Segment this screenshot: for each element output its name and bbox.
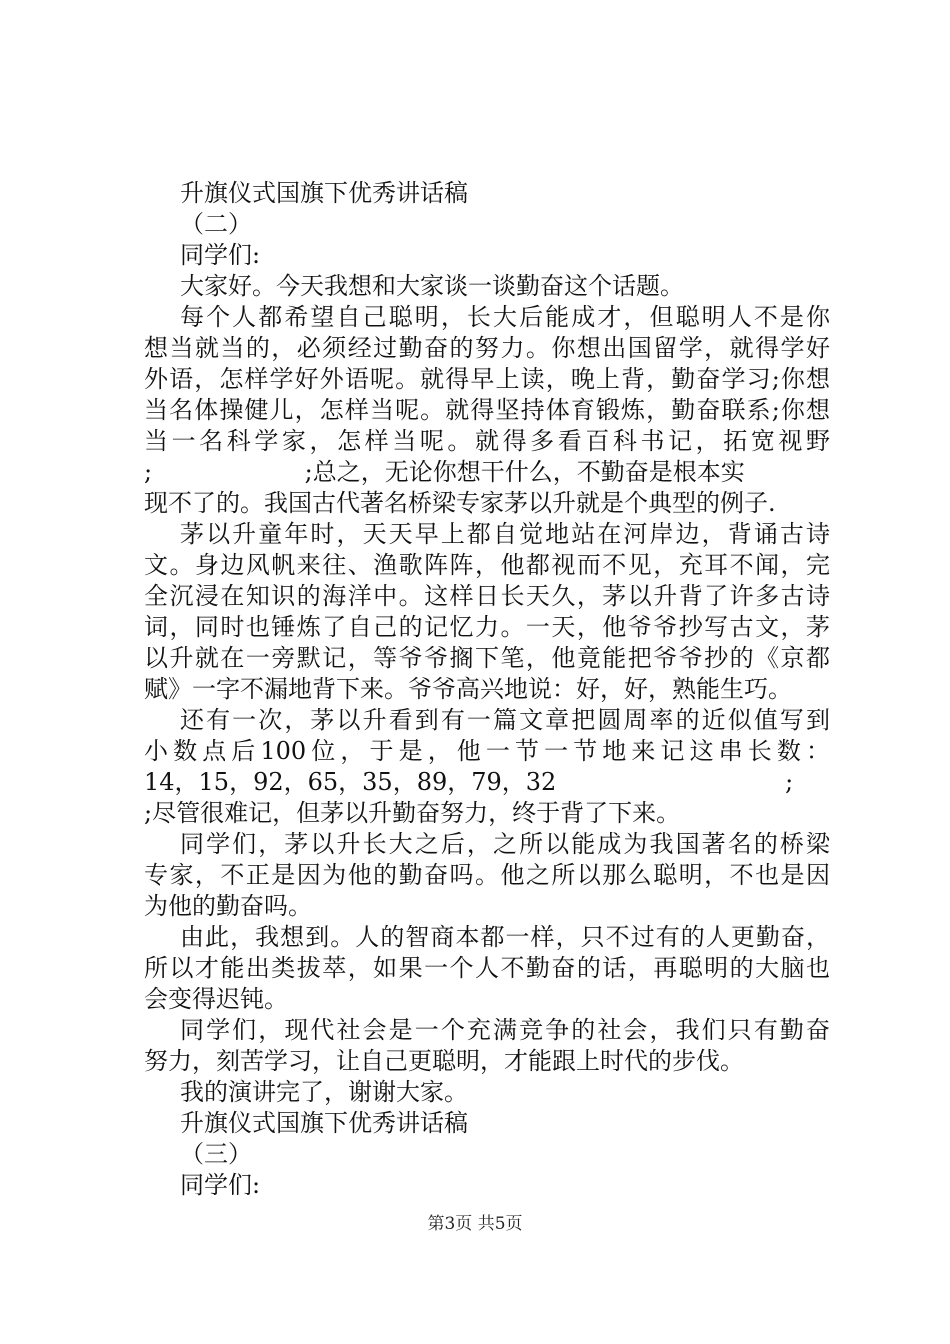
text-line: 14，15，92，65，35，89，79，32 ;	[144, 768, 794, 796]
text-line: 会变得迟钝。	[144, 985, 288, 1013]
page-footer: 第3页 共5页	[427, 1214, 523, 1234]
section-number: （二）	[180, 210, 252, 238]
text-line: 同学们，茅以升长大之后，之所以能成为我国著名的桥梁	[180, 830, 830, 858]
text-line: 当一名科学家，怎样当呢。就得多看百科书记，拓宽视野	[144, 427, 830, 455]
salutation: 同学们:	[180, 1171, 261, 1199]
text-line: 赋》一字不漏地背下来。爷爷高兴地说：好，好，熟能生巧。	[144, 675, 792, 703]
text-line: 词，同时也锤炼了自己的记忆力。一天，他爷爷抄写古文，茅	[144, 613, 830, 641]
text-line: 大家好。今天我想和大家谈一谈勤奋这个话题。	[180, 272, 684, 300]
text-line: 专家，不正是因为他的勤奋吗。他之所以那么聪明，不也是因	[144, 861, 830, 889]
salutation: 同学们:	[180, 241, 261, 269]
text-line: 当名体操健儿，怎样当呢。就得坚持体育锻炼，勤奋联系;你想	[144, 396, 830, 424]
text-line: 文。身边风帆来往、渔歌阵阵，他都视而不见，充耳不闻，完	[144, 551, 830, 579]
text-line: 外语，怎样学好外语呢。就得早上读，晚上背，勤奋学习;你想	[144, 365, 830, 393]
text-line: 以升就在一旁默记，等爷爷搁下笔，他竟能把爷爷抄的《京都	[144, 644, 830, 672]
section-number: （三）	[180, 1140, 252, 1168]
text-line: 所以才能出类拔萃，如果一个人不勤奋的话，再聪明的大脑也	[144, 954, 830, 982]
text-line: 为他的勤奋吗。	[144, 892, 312, 920]
text-line: 茅以升童年时，天天早上都自觉地站在河岸边，背诵古诗	[180, 520, 830, 548]
text-line: 还有一次，茅以升看到有一篇文章把圆周率的近似值写到	[180, 706, 830, 734]
text-line: 我的演讲完了，谢谢大家。	[180, 1078, 468, 1106]
text-line: 全沉浸在知识的海洋中。这样日长天久，茅以升背了许多古诗	[144, 582, 830, 610]
section-title: 升旗仪式国旗下优秀讲话稿	[180, 1109, 468, 1137]
text-line: 现不了的。我国古代著名桥梁专家茅以升就是个典型的例子.	[144, 489, 776, 517]
text-line: 想当就当的，必须经过勤奋的努力。你想出国留学，就得学好	[144, 334, 830, 362]
text-line: 努力，刻苦学习，让自己更聪明，才能跟上时代的步伐。	[144, 1047, 744, 1075]
text-line: 小数点后100位，于是，他一节一节地来记这串长数：	[144, 737, 830, 765]
text-line: 同学们，现代社会是一个充满竞争的社会，我们只有勤奋	[180, 1016, 830, 1044]
section-title: 升旗仪式国旗下优秀讲话稿	[180, 179, 468, 207]
text-line: ;尽管很难记，但茅以升勤奋努力，终于背了下来。	[144, 799, 681, 827]
text-line: ; ;总之，无论你想干什么，不勤奋是根本实	[144, 458, 745, 486]
text-line: 每个人都希望自己聪明，长大后能成才，但聪明人不是你	[180, 303, 830, 331]
text-line: 由此，我想到。人的智商本都一样，只不过有的人更勤奋，	[180, 923, 830, 951]
